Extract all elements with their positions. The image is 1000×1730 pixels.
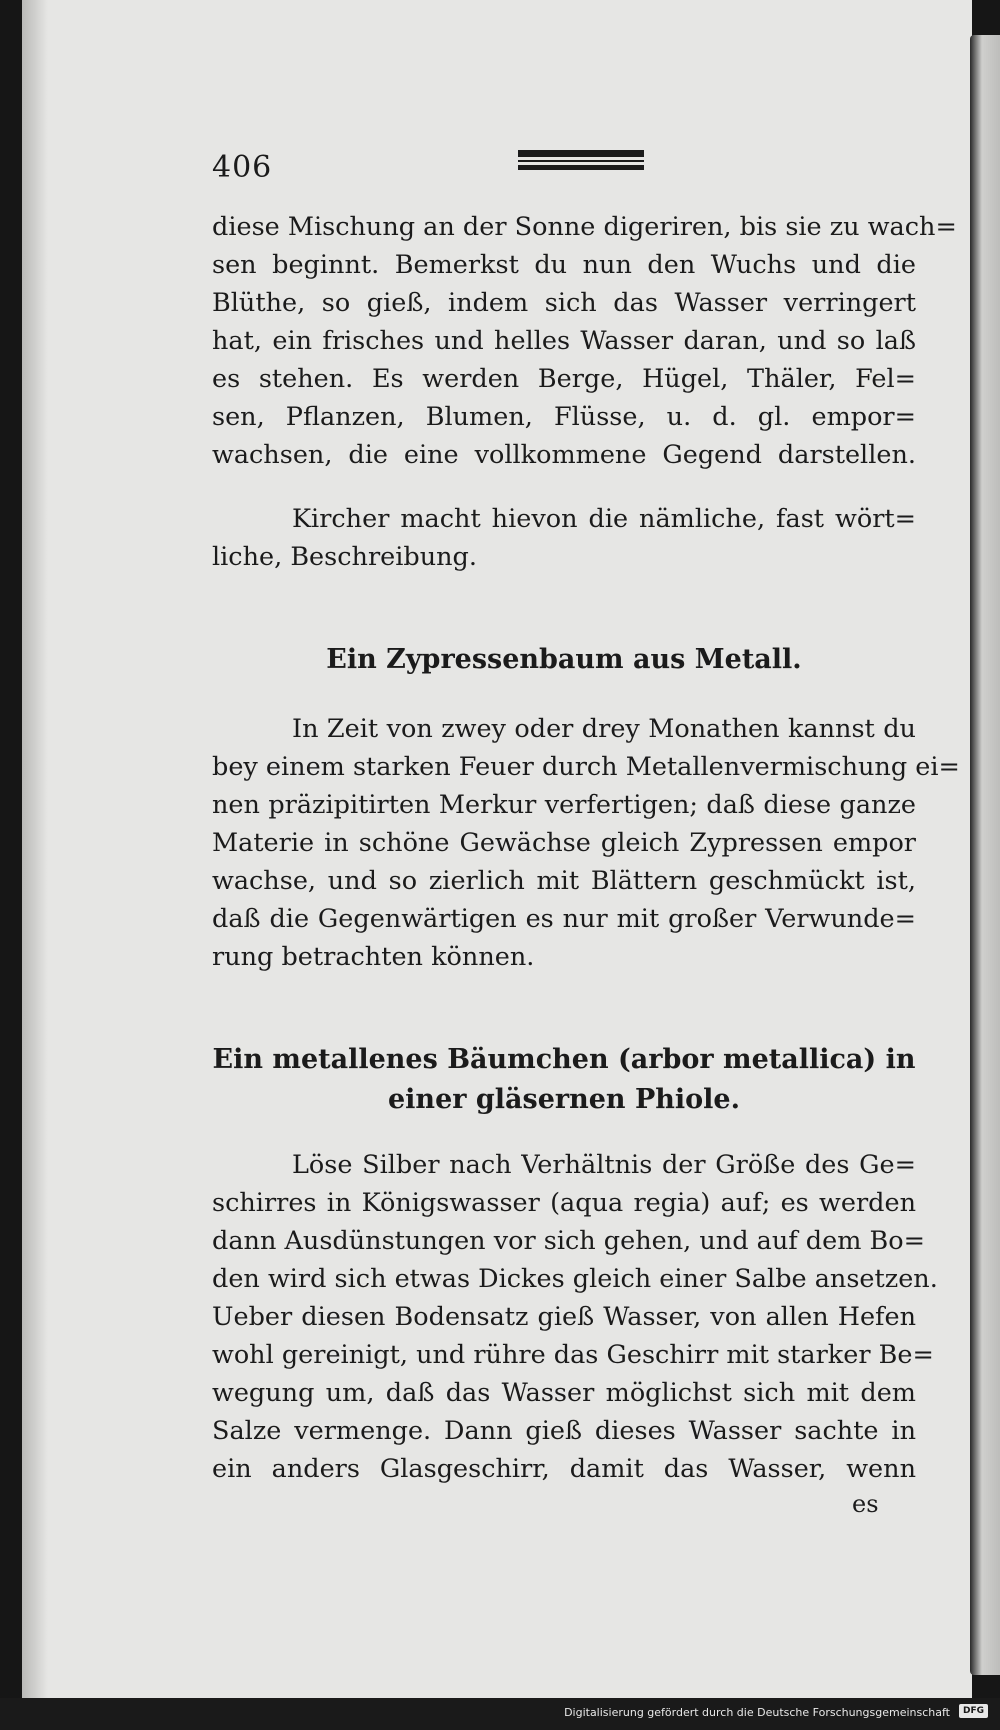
paragraph-3: [212, 710, 960, 976]
text-line: wachsen, die eine vollkommene Gegend darstellen.: [212, 440, 916, 470]
dfg-logo: DFG: [959, 1704, 988, 1718]
section-heading-zypressenbaum: Ein Zypressenbaum aus Metall.: [326, 644, 802, 675]
text-line: bey einem starken Feuer durch Metallenvermischung ei=: [212, 752, 960, 782]
catchword: es: [852, 1490, 879, 1518]
text-line: rung betrachten können.: [212, 942, 535, 972]
text-line: Kircher macht hievon die nämliche, fast wört=: [292, 504, 916, 534]
text-line: Materie in schöne Gewächse gleich Zypressen empor: [212, 828, 916, 858]
paragraph-1: [212, 208, 957, 474]
text-line: diese Mischung an der Sonne digeriren, bis sie zu wach=: [212, 212, 957, 242]
paragraph-2: [212, 500, 916, 576]
text-line: sen beginnt. Bemerkst du nun den Wuchs und die: [212, 250, 916, 280]
text-line: Ueber diesen Bodensatz gieß Wasser, von allen Hefen: [212, 1302, 916, 1332]
text-line: dann Ausdünstungen vor sich gehen, und auf dem Bo=: [212, 1226, 925, 1256]
header-ornament-rule: [518, 150, 644, 172]
text-line: In Zeit von zwey oder drey Monathen kannst du: [292, 714, 916, 744]
next-page-edge: [970, 35, 1000, 1675]
text-line: Salze vermenge. Dann gieß dieses Wasser sachte in: [212, 1416, 916, 1446]
text-line: ein anders Glasgeschirr, damit das Wasser, wenn: [212, 1454, 916, 1484]
text-line: sen, Pflanzen, Blumen, Flüsse, u. d. gl. empor=: [212, 402, 916, 432]
text-line: hat, ein frisches und helles Wasser daran, und so laß: [212, 326, 916, 356]
text-line: wohl gereinigt, und rühre das Geschirr mit starker Be=: [212, 1340, 934, 1370]
text-line: nen präzipitirten Merkur verfertigen; daß diese ganze: [212, 790, 916, 820]
text-line: Blüthe, so gieß, indem sich das Wasser verringert: [212, 288, 916, 318]
text-line: Löse Silber nach Verhältnis der Größe des Ge=: [292, 1150, 916, 1180]
text-line: den wird sich etwas Dickes gleich einer Salbe ansetzen.: [212, 1264, 938, 1294]
digitization-credit: Digitalisierung gefördert durch die Deutsche Forschungsgemeinschaft: [564, 1706, 950, 1719]
section-heading-baeumchen-line-2: einer gläsernen Phiole.: [388, 1084, 740, 1115]
text-line: liche, Beschreibung.: [212, 542, 477, 572]
gutter-shadow: [22, 0, 48, 1730]
text-line: daß die Gegenwärtigen es nur mit großer Verwunde=: [212, 904, 916, 934]
section-heading-baeumchen-line-1: Ein metallenes Bäumchen (arbor metallica) in: [212, 1044, 916, 1075]
page-number: 406: [212, 150, 273, 185]
paragraph-4: [212, 1146, 938, 1488]
text-line: wegung um, daß das Wasser möglichst sich mit dem: [212, 1378, 916, 1408]
text-line: wachse, und so zierlich mit Blättern geschmückt ist,: [212, 866, 916, 896]
text-line: schirres in Königswasser (aqua regia) auf; es werden: [212, 1188, 916, 1218]
text-line: es stehen. Es werden Berge, Hügel, Thäler, Fel=: [212, 364, 916, 394]
